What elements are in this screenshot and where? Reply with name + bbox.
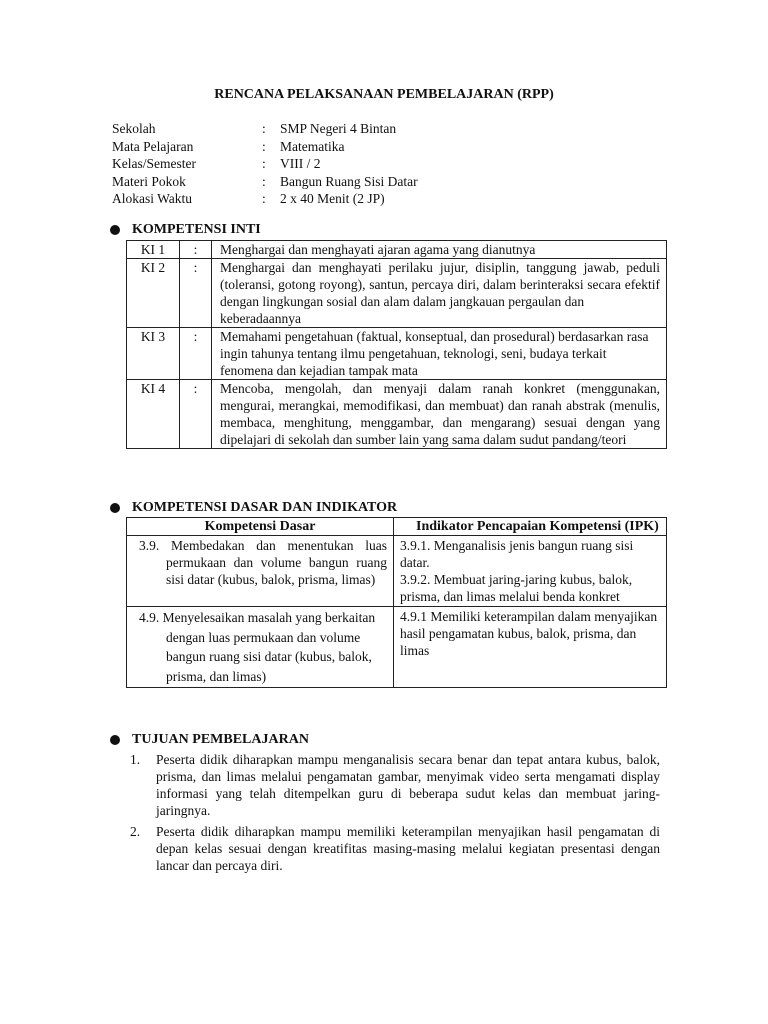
list-text: Peserta didik diharapkan mampu memiliki keterampilan menyajikan hasil pengamatan di depan kelas sesuai dengan kreatifitas masing-masing melalui kegiatan presentasi dengan lancar dan percaya diri. — [156, 824, 660, 873]
info-colon: : — [262, 138, 266, 154]
info-colon: : — [262, 121, 266, 136]
info-label: Materi Pokok — [112, 173, 186, 189]
table-row — [127, 607, 667, 688]
section-title: TUJUAN PEMBELAJARAN — [132, 732, 309, 747]
ki-text: Menghargai dan menghayati ajaran agama yang dianutnya — [212, 241, 667, 259]
section-heading-kd — [110, 499, 397, 516]
info-colon: : — [262, 191, 266, 206]
kd-header: Kompetensi Dasar — [127, 518, 394, 536]
section-title: KOMPETENSI DASAR DAN INDIKATOR — [132, 500, 398, 515]
document-title: RENCANA PELAKSANAAN PEMBELAJARAN (RPP) — [214, 87, 554, 102]
ki-colon: : — [180, 259, 212, 328]
info-colon: : — [262, 156, 266, 171]
ki-colon: : — [180, 328, 212, 380]
info-label: Kelas/Semester — [112, 156, 196, 171]
info-row-alokasi-waktu — [112, 190, 418, 208]
kd-cell — [127, 607, 394, 688]
ki-code: KI 4 — [127, 380, 180, 449]
info-row-kelas-semester — [112, 155, 418, 173]
ipk-cell — [394, 536, 667, 607]
list-text: Peserta didik diharapkan mampu menganalisis secara benar dan tepat antara kubus, balok, prisma, dan limas melalui pengamatan gambar, menyimak video serta mengamati display informasi yang telah ditempelkan guru di beberapa sudut kelas dan membuat jaring-jaringnya. — [156, 752, 660, 818]
ki-colon: : — [180, 241, 212, 259]
ki-code: KI 2 — [127, 259, 180, 328]
table-row — [127, 536, 667, 607]
ipk-cell — [394, 607, 667, 688]
bullet-icon — [110, 735, 120, 745]
list-item — [130, 751, 660, 819]
info-row-materi-pokok — [112, 173, 418, 191]
list-number: 2. — [130, 824, 141, 839]
table-row — [127, 380, 667, 449]
info-value: SMP Negeri 4 Bintan — [280, 121, 397, 136]
info-label: Sekolah — [112, 121, 156, 136]
ipk-header: Indikator Pencapaian Kompetensi (IPK) — [394, 518, 667, 536]
ipk-text: 4.9.1 Memiliki keterampilan dalam menyajikan hasil pengamatan kubus, balok, prisma, dan limas — [400, 609, 658, 658]
info-value: Bangun Ruang Sisi Datar — [280, 173, 418, 189]
kd-text: 3.9. Membedakan dan menentukan luas permukaan dan volume bangun ruang sisi datar (kubus, balok, prisma, limas) — [139, 538, 387, 587]
kd-text: 4.9. Menyelesaikan masalah yang berkaitan dengan luas permukaan dan volume bangun ruang sisi datar (kubus, balok, prisma, dan limas) — [139, 610, 376, 684]
info-label: Mata Pelajaran — [112, 138, 194, 154]
info-block — [112, 120, 418, 208]
bullet-icon — [110, 503, 120, 513]
list-item — [130, 823, 660, 874]
ki-code: KI 3 — [127, 328, 180, 380]
table-row — [127, 259, 667, 328]
info-value: 2 x 40 Menit (2 JP) — [280, 191, 385, 206]
table-row — [127, 241, 667, 259]
info-colon: : — [262, 173, 266, 189]
ki-text: Mencoba, mengolah, dan menyaji dalam ranah konkret (menggunakan, mengurai, merangkai, memodifikasi, dan membuat) dan ranah abstrak (menulis, membaca, menghitung, menggambar, dan mengarang) sesuai dengan yang dipelajari di sekolah dan sumber lain yang sama dalam sudut pandang/teori — [212, 380, 667, 449]
info-row-sekolah — [112, 120, 418, 138]
ki-text-cell — [212, 259, 667, 328]
ki-colon: : — [180, 380, 212, 449]
section-title: KOMPETENSI INTI — [132, 222, 261, 237]
list-number: 1. — [130, 752, 141, 767]
bullet-icon — [110, 225, 120, 235]
info-label: Alokasi Waktu — [112, 191, 193, 206]
ki-table — [126, 240, 667, 449]
info-value: Matematika — [280, 138, 345, 154]
table-row — [127, 328, 667, 380]
info-row-mata-pelajaran — [112, 138, 418, 156]
ki-text: Menghargai dan menghayati perilaku jujur, disiplin, tanggung jawab, peduli (toleransi, gotong royong), santun, percaya diri, dalam berinteraksi secara efektif dengan lingkungan sosial dan alam dalam jangkauan pergaulan dan — [220, 260, 660, 309]
ki-code: KI 1 — [127, 241, 180, 259]
ki-text-cont: keberadaannya — [220, 311, 301, 326]
info-value: VIII / 2 — [280, 156, 321, 171]
section-heading-ki — [110, 221, 261, 238]
ki-text: Memahami pengetahuan (faktual, konseptual, dan prosedural) berdasarkan rasa ingin tahunya tentang ilmu pengetahuan, teknologi, seni, budaya terkait fenomena dan kejadian tampak mata — [212, 328, 667, 380]
kd-cell — [127, 536, 394, 607]
tujuan-list — [130, 751, 660, 878]
kd-table — [126, 517, 667, 688]
section-heading-tujuan — [110, 731, 309, 748]
table-header-row — [127, 518, 667, 536]
ipk-text: 3.9.2. Membuat jaring-jaring kubus, balok, prisma, dan limas melalui benda konkret — [400, 572, 633, 604]
ipk-text: 3.9.1. Menganalisis jenis bangun ruang sisi datar. — [400, 538, 634, 570]
